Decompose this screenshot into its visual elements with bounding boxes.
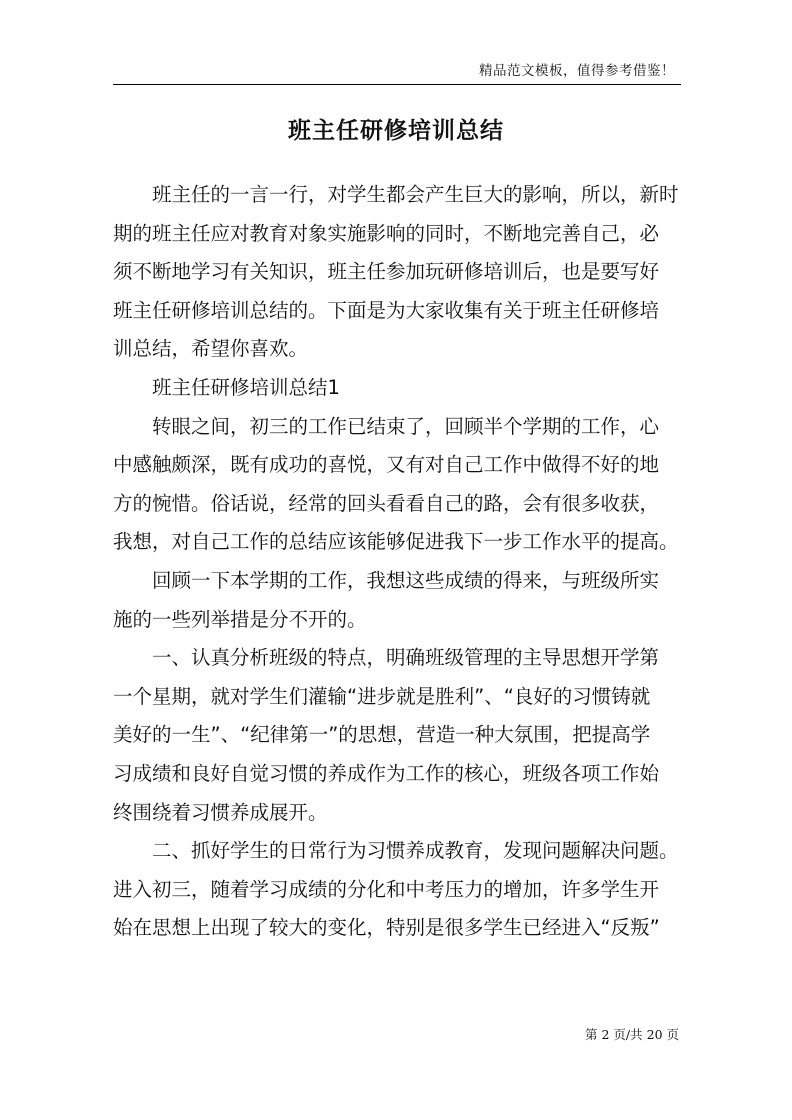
body-line: 班主任的一言一行，对学生都会产生巨大的影响，所以，新时 <box>152 183 679 206</box>
document-title: 班主任研修培训总结 <box>288 118 504 144</box>
body-line: 须不断地学习有关知识，班主任参加玩研修培训后，也是要写好 <box>113 260 660 284</box>
body-line: 班主任研修培训总结1 <box>152 375 340 399</box>
document-body <box>113 176 691 948</box>
page-number: 第 2 页/共 20 页 <box>585 1027 679 1042</box>
body-line: 终围绕着习惯养成展开。 <box>113 800 328 824</box>
body-line: 训总结，希望你喜欢。 <box>113 337 309 361</box>
body-line: 转眼之间，初三的工作已结束了，回顾半个学期的工作，心 <box>152 414 660 438</box>
body-line: 期的班主任应对教育对象实施影响的同时，不断地完善自己，必 <box>113 221 660 245</box>
body-line: 进入初三，随着学习成绩的分化和中考压力的增加，许多学生开 <box>113 877 660 901</box>
body-line: 始在思想上出现了较大的变化，特别是很多学生已经进入“反叛” <box>113 916 660 940</box>
body-line: 方的惋惜。俗话说，经常的回头看看自己的路，会有很多收获， <box>113 491 660 515</box>
body-line: 二、抓好学生的日常行为习惯养成教育，发现问题解决问题。 <box>152 839 679 863</box>
header-note: 精品范文模板，值得参考借鉴！ <box>479 63 675 79</box>
body-line: 美好的一生”、“纪律第一”的思想，营造一种大氛围，把提高学 <box>113 723 651 747</box>
body-line: 一、认真分析班级的特点，明确班级管理的主导思想开学第 <box>152 646 660 670</box>
body-line: 施的一些列举措是分不开的。 <box>113 607 367 631</box>
body-line: 班主任研修培训总结的。下面是为大家收集有关于班主任研修培 <box>113 298 660 322</box>
page-header <box>113 60 681 85</box>
body-line: 习成绩和良好自觉习惯的养成作为工作的核心，班级各项工作始 <box>113 761 660 785</box>
body-line: 回顾一下本学期的工作，我想这些成绩的得来，与班级所实 <box>152 568 660 592</box>
body-line: 中感触颇深，既有成功的喜悦，又有对自己工作中做得不好的地 <box>113 453 660 477</box>
body-line: 一个星期，就对学生们灌输“进步就是胜利”、“良好的习惯铸就 <box>113 684 651 708</box>
body-line: 我想，对自己工作的总结应该能够促进我下一步工作水平的提高。 <box>113 530 679 554</box>
